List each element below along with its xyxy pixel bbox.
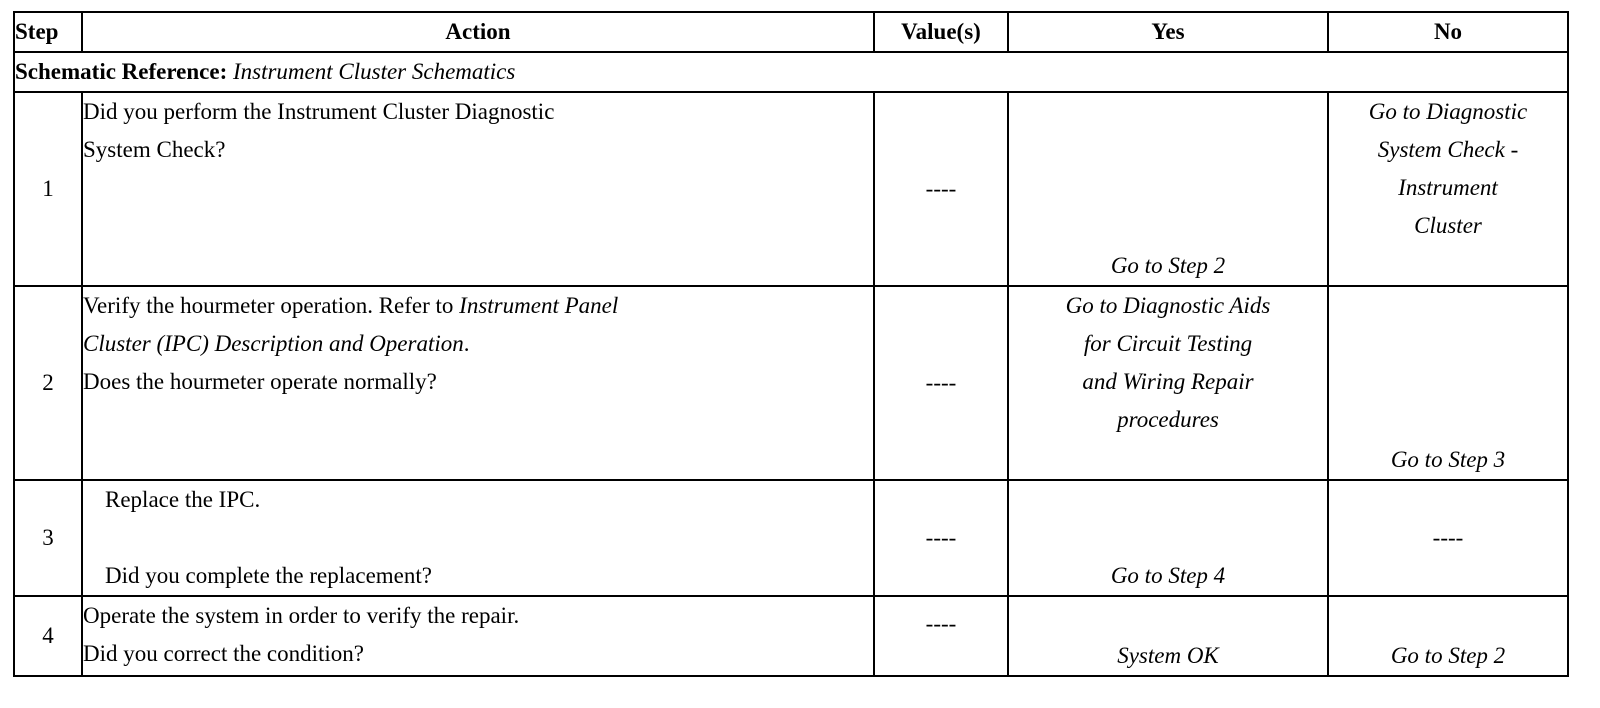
- header-no: No: [1328, 12, 1568, 52]
- yes-text: Go to Step 2: [1110, 253, 1226, 278]
- step-number: 1: [14, 92, 82, 286]
- action-text: Operate the system in order to verify the repair.: [83, 603, 520, 628]
- table-row: [14, 286, 1568, 480]
- table-row: [14, 92, 1568, 286]
- no-text: System Check -: [1377, 137, 1519, 162]
- table-row: [14, 480, 1568, 596]
- action-text: [83, 325, 873, 363]
- no-cell: [1328, 596, 1568, 676]
- no-text: Instrument: [1398, 175, 1498, 200]
- no-text: Go to Step 3: [1390, 447, 1506, 472]
- action-cell: [82, 480, 874, 596]
- header-step: Step: [14, 12, 82, 52]
- schematic-reference: [14, 52, 1568, 92]
- yes-text: Go to Diagnostic Aids: [1065, 293, 1271, 318]
- value-cell: ----: [874, 286, 1008, 480]
- action-text-plain: Verify the hourmeter operation. Refer to: [83, 293, 460, 318]
- action-text-reference: Cluster (IPC) Description and Operation: [83, 331, 464, 356]
- yes-text: for Circuit Testing: [1083, 331, 1253, 356]
- value-cell: ----: [874, 92, 1008, 286]
- value-cell: ----: [874, 596, 1008, 676]
- action-text: Did you perform the Instrument Cluster Diagnostic: [83, 99, 555, 124]
- header-action: Action: [82, 12, 874, 52]
- yes-text: Go to Step 4: [1110, 563, 1226, 588]
- value-cell: ----: [874, 480, 1008, 596]
- no-text: Go to Diagnostic: [1368, 99, 1528, 124]
- no-cell: ----: [1328, 480, 1568, 596]
- action-text-plain: .: [463, 331, 470, 356]
- step-number: 2: [14, 286, 82, 480]
- schematic-reference-value: Instrument Cluster Schematics: [232, 59, 516, 84]
- no-cell: [1328, 92, 1568, 286]
- table-row: [14, 596, 1568, 676]
- action-text: Does the hourmeter operate normally?: [83, 369, 437, 394]
- step-number: 3: [14, 480, 82, 596]
- diagnostic-table: [13, 11, 1569, 677]
- action-cell: [82, 596, 874, 676]
- action-text: [83, 287, 873, 325]
- action-text: Did you correct the condition?: [83, 641, 365, 666]
- action-text-reference: Instrument Panel: [459, 293, 619, 318]
- no-text: Cluster: [1414, 213, 1482, 238]
- action-text: Replace the IPC.: [105, 487, 261, 512]
- action-text: Did you complete the replacement?: [105, 563, 432, 588]
- yes-cell: [1008, 596, 1328, 676]
- yes-text: procedures: [1117, 407, 1219, 432]
- action-text: System Check?: [83, 137, 226, 162]
- action-cell: [82, 286, 874, 480]
- action-cell: [82, 92, 874, 286]
- yes-cell: [1008, 286, 1328, 480]
- yes-text: and Wiring Repair: [1082, 369, 1254, 394]
- schematic-reference-label: Schematic Reference:: [15, 59, 228, 84]
- yes-cell: [1008, 480, 1328, 596]
- header-yes: Yes: [1008, 12, 1328, 52]
- step-number: 4: [14, 596, 82, 676]
- no-cell: [1328, 286, 1568, 480]
- yes-cell: [1008, 92, 1328, 286]
- header-row: [14, 12, 1568, 52]
- no-text: Go to Step 2: [1390, 643, 1506, 668]
- schematic-reference-row: [14, 52, 1568, 92]
- yes-text: System OK: [1117, 643, 1219, 668]
- header-values: Value(s): [874, 12, 1008, 52]
